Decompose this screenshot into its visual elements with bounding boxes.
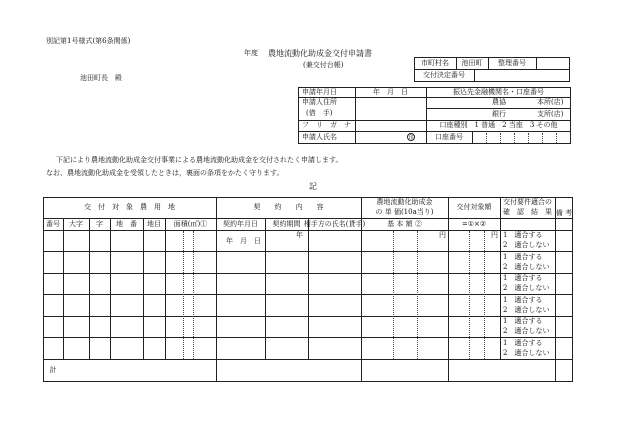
land-group-header: 交 付 対 象 農 用 地 [84, 203, 175, 211]
col-number: 番号 [46, 219, 60, 228]
body-text-1: 下記により農地流動化助成金交付事業による農地流動化助成金を交付されたく申請します。 [56, 156, 343, 164]
check-option-yes[interactable]: 1 適合する [503, 231, 543, 239]
amount-header: 交付対象額 [456, 203, 492, 211]
col-contract-date: 契約年月日 [223, 219, 258, 228]
addressee: 池田町長 殿 [80, 74, 122, 82]
main-branch-label: 本所(店) [537, 98, 564, 106]
col-aza: 字 [96, 219, 103, 228]
applicant-address-field[interactable] [355, 97, 426, 120]
check-option-yes[interactable]: 1 適合する [503, 253, 543, 261]
remarks-header: 備 考 [555, 209, 573, 217]
form-subtitle: (兼交付台帳) [303, 61, 344, 69]
form-title: 農地流動化助成金交付申請書 [268, 49, 372, 58]
body-text-2: なお、農地流動化助成金を受領したときは，裏面の条項をかたく守ります。 [46, 169, 284, 177]
seal-mark: 印 [408, 134, 414, 141]
col-formula: =①×② [461, 219, 487, 228]
base-amount-yen: 円 [439, 231, 446, 239]
borrower-label: (借 手) [306, 109, 333, 117]
application-date-field[interactable]: 年 月 日 [373, 87, 408, 96]
bank-account-header: 振込先金融機関名・口座番号 [453, 87, 544, 96]
check-option-no[interactable]: 2 適合しない [503, 263, 550, 271]
col-chiban: 地 番 [116, 219, 137, 228]
account-number-label: 口座番号 [435, 133, 463, 141]
furigana-field[interactable] [355, 120, 426, 131]
rate-header-line2: の 単 価(10a当り) [375, 207, 434, 216]
fiscal-year-label: 年度 [244, 49, 258, 57]
check-option-yes[interactable]: 1 適合する [503, 296, 543, 304]
check-header-line1: 交付要件適合の [503, 197, 552, 206]
check-option-no[interactable]: 2 適合しない [503, 349, 550, 357]
branch-label: 支所(店) [537, 110, 564, 118]
col-area: 面積(㎡)① [173, 219, 208, 228]
check-option-yes[interactable]: 1 適合する [503, 274, 543, 282]
ki-label: 記 [309, 182, 317, 191]
account-type-label: 口座種別 1 普通 2 当座 3 その他 [439, 121, 558, 129]
col-oaza: 大字 [69, 219, 83, 228]
decision-number-label: 交付決定番号 [423, 71, 465, 79]
check-option-no[interactable]: 2 適合しない [503, 241, 550, 249]
city-value[interactable]: 池田町 [461, 58, 483, 67]
account-number-field[interactable] [472, 131, 571, 144]
reference-number-field[interactable] [536, 57, 570, 69]
application-date-label: 申請年月日 [302, 87, 337, 96]
reference-number-label: 整理番号 [498, 58, 526, 67]
total-label: 計 [49, 366, 57, 374]
furigana-label: フ リ ガ ナ [302, 121, 351, 129]
col-period: 契約期間 [272, 219, 301, 228]
applicant-address-label: 申請人住所 [302, 98, 337, 106]
check-option-yes[interactable]: 1 適合する [503, 339, 543, 347]
col-chimoku: 地目 [147, 219, 161, 228]
city-label: 市町村名 [421, 58, 449, 67]
contract-group-header: 契 約 内 容 [253, 203, 324, 211]
check-option-no[interactable]: 2 適合しない [503, 306, 550, 314]
check-option-yes[interactable]: 1 適合する [503, 317, 543, 325]
first-row-year: 年 [296, 231, 303, 239]
check-option-no[interactable]: 2 適合しない [503, 327, 550, 335]
col-counterparty: 相手方の氏名(貸手) [303, 219, 366, 228]
decision-number-field[interactable] [474, 69, 570, 82]
first-row-date: 年 月 日 [226, 237, 261, 245]
rate-header-line1: 農地流動化助成金 [376, 197, 433, 206]
col-base-amount: 基 本 額 ② [387, 219, 422, 228]
amount-yen: 円 [491, 231, 498, 239]
check-header-line2: 確 認 結 果 [503, 207, 552, 216]
applicant-name-label: 申請人氏名 [302, 133, 337, 141]
check-option-no[interactable]: 2 適合しない [503, 284, 550, 292]
form-number: 別記第1号様式(第6条関係) [46, 37, 131, 45]
bank-label: 銀行 [492, 110, 506, 118]
nokyo-label: 農協 [492, 98, 506, 106]
